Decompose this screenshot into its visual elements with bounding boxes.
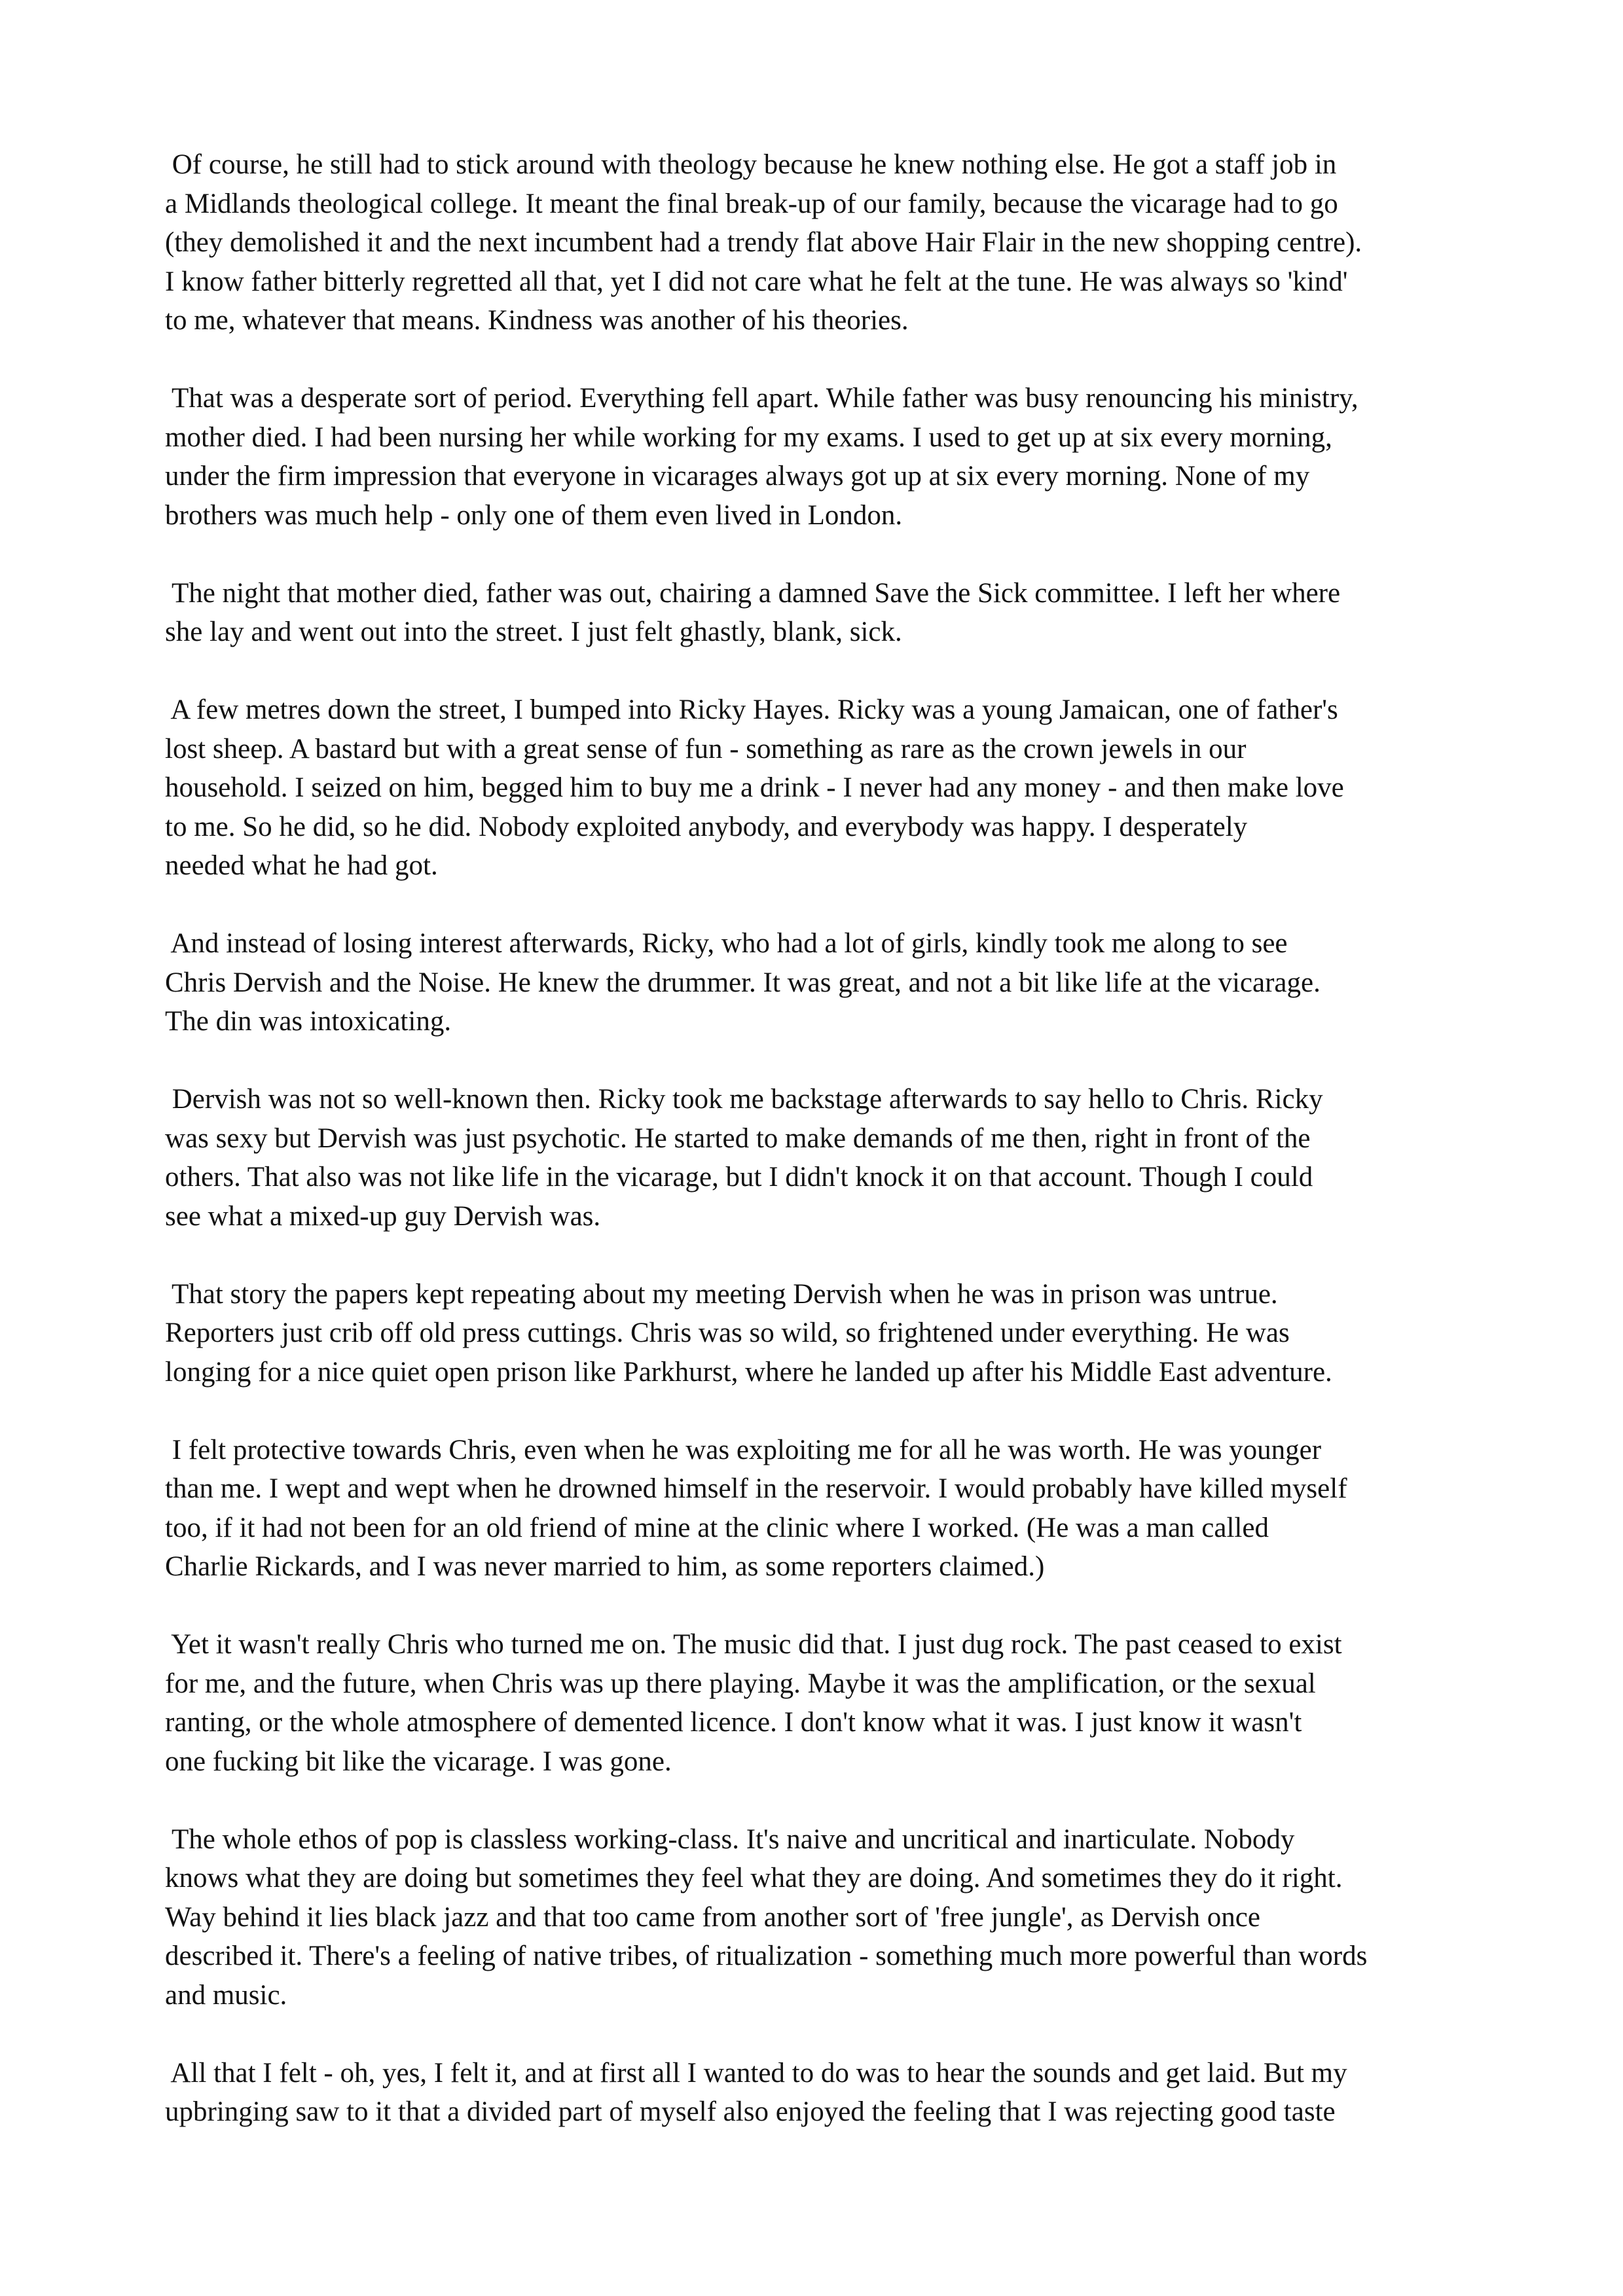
text-line: A few metres down the street, I bumped into Ricky Hayes. Ricky was a young Jamaican, one of father's xyxy=(165,694,1338,725)
text-line: she lay and went out into the street. I just felt ghastly, blank, sick. xyxy=(165,617,902,647)
paragraph-5 xyxy=(165,924,1481,1041)
text-line: needed what he had got. xyxy=(165,850,438,881)
text-line: All that I felt - oh, yes, I felt it, and at first all I wanted to do was to hear the sounds and get laid. But my xyxy=(165,2057,1347,2089)
text-line: to me, whatever that means. Kindness was another of his theories. xyxy=(165,305,909,336)
text-line: see what a mixed-up guy Dervish was. xyxy=(165,1200,601,1232)
text-line: and music. xyxy=(165,1979,287,2011)
text-line: a Midlands theological college. It meant the final break-up of our family, because the vicarage had to go xyxy=(165,188,1338,219)
paragraph-9 xyxy=(165,1625,1481,1781)
text-line: for me, and the future, when Chris was up there playing. Maybe it was the amplification, or the sexual xyxy=(165,1668,1316,1699)
text-line: That story the papers kept repeating about my meeting Dervish when he was in prison was untrue. xyxy=(165,1278,1278,1310)
text-line: Dervish was not so well-known then. Ricky took me backstage afterwards to say hello to Chris. Ricky xyxy=(165,1084,1323,1115)
text-line: I felt protective towards Chris, even when he was exploiting me for all he was worth. He was younger xyxy=(165,1434,1322,1465)
text-line: ranting, or the whole atmosphere of demented licence. I don't know what it was. I just know it wasn't xyxy=(165,1707,1302,1738)
paragraph-11 xyxy=(165,2054,1481,2132)
text-line: mother died. I had been nursing her while working for my exams. I used to get up at six every morning, xyxy=(165,422,1332,453)
text-line: too, if it had not been for an old friend of mine at the clinic where I worked. (He was a man called xyxy=(165,1512,1269,1543)
text-line: than me. I wept and wept when he drowned himself in the reservoir. I would probably have killed myself xyxy=(165,1473,1347,1504)
text-line: And instead of losing interest afterwards, Ricky, who had a lot of girls, kindly took me along to see xyxy=(165,928,1288,959)
paragraph-3 xyxy=(165,574,1481,652)
text-line: Reporters just crib off old press cuttings. Chris was so wild, so frightened under everything. He was xyxy=(165,1318,1290,1348)
text-line: Yet it wasn't really Chris who turned me on. The music did that. I just dug rock. The past ceased to exist xyxy=(165,1629,1342,1660)
paragraph-8 xyxy=(165,1431,1481,1587)
text-line: one fucking bit like the vicarage. I was gone. xyxy=(165,1746,672,1777)
text-line: The night that mother died, father was out, chairing a damned Save the Sick committee. I left her where xyxy=(165,577,1341,609)
text-line: knows what they are doing but sometimes they feel what they are doing. And sometimes they do it right. xyxy=(165,1863,1343,1893)
text-line: (they demolished it and the next incumbent had a trendy flat above Hair Flair in the new shopping centre). xyxy=(165,227,1362,258)
text-line: Way behind it lies black jazz and that too came from another sort of 'free jungle', as Dervish once xyxy=(165,1901,1260,1933)
text-line: under the firm impression that everyone in vicarages always got up at six every morning. None of my xyxy=(165,461,1310,492)
text-line: others. That also was not like life in the vicarage, but I didn't knock it on that account. Though I could xyxy=(165,1162,1313,1193)
paragraph-7 xyxy=(165,1275,1481,1392)
text-line: lost sheep. A bastard but with a great sense of fun - something as rare as the crown jewels in our xyxy=(165,733,1247,764)
text-line: brothers was much help - only one of them even lived in London. xyxy=(165,499,903,531)
text-line: I know father bitterly regretted all that, yet I did not care what he felt at the tune. He was always so 'kind' xyxy=(165,266,1348,297)
text-line: was sexy but Dervish was just psychotic. He started to make demands of me then, right in front of the xyxy=(165,1122,1311,1154)
text-line: Chris Dervish and the Noise. He knew the drummer. It was great, and not a bit like life at the vicarage. xyxy=(165,967,1321,998)
text-line: That was a desperate sort of period. Everything fell apart. While father was busy renouncing his ministry, xyxy=(165,383,1359,414)
text-line: The whole ethos of pop is classless working-class. It's naive and uncritical and inarticulate. Nobody xyxy=(165,1823,1295,1855)
text-line: described it. There's a feeling of native tribes, of ritualization - something much more powerful than words xyxy=(165,1941,1368,1971)
paragraph-1 xyxy=(165,145,1481,340)
text-line: Of course, he still had to stick around with theology because he knew nothing else. He got a staff job in xyxy=(165,149,1337,180)
body-text xyxy=(165,145,1481,2132)
text-line: Charlie Rickards, and I was never married to him, as some reporters claimed.) xyxy=(165,1551,1045,1582)
text-line: upbringing saw to it that a divided part of myself also enjoyed the feeling that I was rejecting good taste xyxy=(165,2096,1336,2127)
paragraph-6 xyxy=(165,1080,1481,1236)
text-line: The din was intoxicating. xyxy=(165,1006,452,1037)
paragraph-4 xyxy=(165,691,1481,886)
text-line: to me. So he did, so he did. Nobody exploited anybody, and everybody was happy. I desperately xyxy=(165,811,1248,842)
text-line: longing for a nice quiet open prison like Parkhurst, where he landed up after his Middle East adventure. xyxy=(165,1356,1332,1388)
paragraph-2 xyxy=(165,379,1481,535)
text-line: household. I seized on him, begged him to buy me a drink - I never had any money - and then make love xyxy=(165,772,1344,803)
paragraph-10 xyxy=(165,1820,1481,2015)
